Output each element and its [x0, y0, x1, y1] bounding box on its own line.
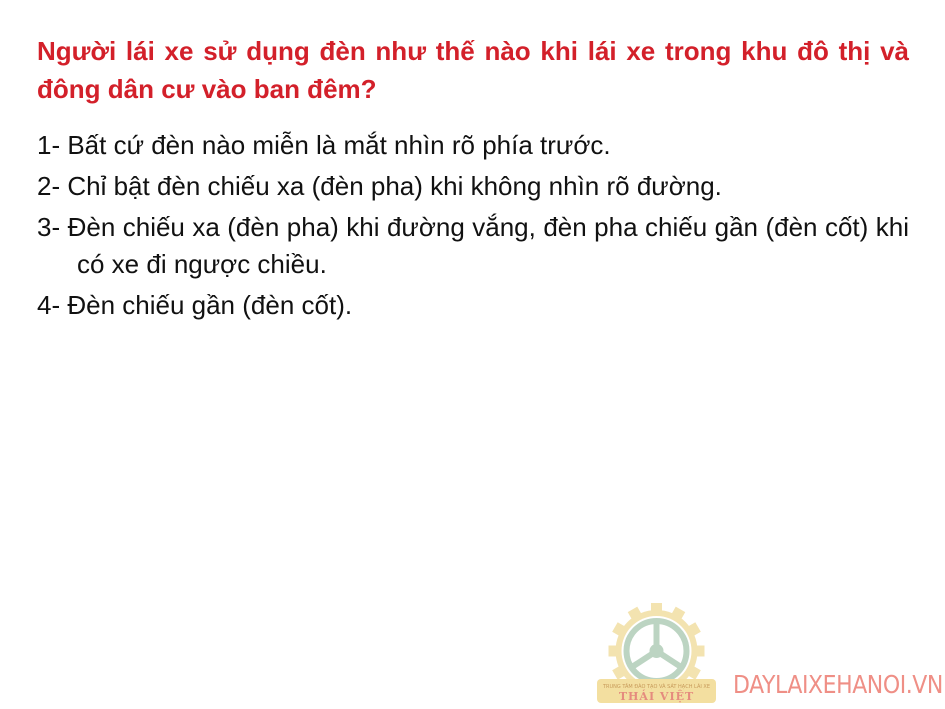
logo-ring-text: TRUNG TÂM ĐÀO TẠO VÀ SÁT HẠCH LÁI XE: [602, 684, 711, 690]
driving-school-logo: [589, 603, 724, 706]
watermark-text: DAYLAIXEHANOI.VN: [733, 670, 943, 699]
logo-name: THÁI VIỆT: [618, 690, 695, 703]
answer-list: [37, 127, 909, 328]
answer-option-2[interactable]: 2- Chỉ bật đèn chiếu xa (đèn pha) khi không nhìn rõ đường.: [37, 171, 722, 201]
question-text: Người lái xe sử dụng đèn như thế nào khi lái xe trong khu đô thị và đông dân cư vào ban đêm?: [37, 36, 909, 104]
answer-option-3[interactable]: 3- Đèn chiếu xa (đèn pha) khi đường vắng, đèn pha chiếu gần (đèn cốt) khi có xe đi ngược chiều.: [37, 212, 909, 279]
answer-option-4[interactable]: 4- Đèn chiếu gần (đèn cốt).: [37, 290, 353, 320]
answer-option-1[interactable]: 1- Bất cứ đèn nào miễn là mắt nhìn rõ phía trước.: [37, 130, 611, 160]
